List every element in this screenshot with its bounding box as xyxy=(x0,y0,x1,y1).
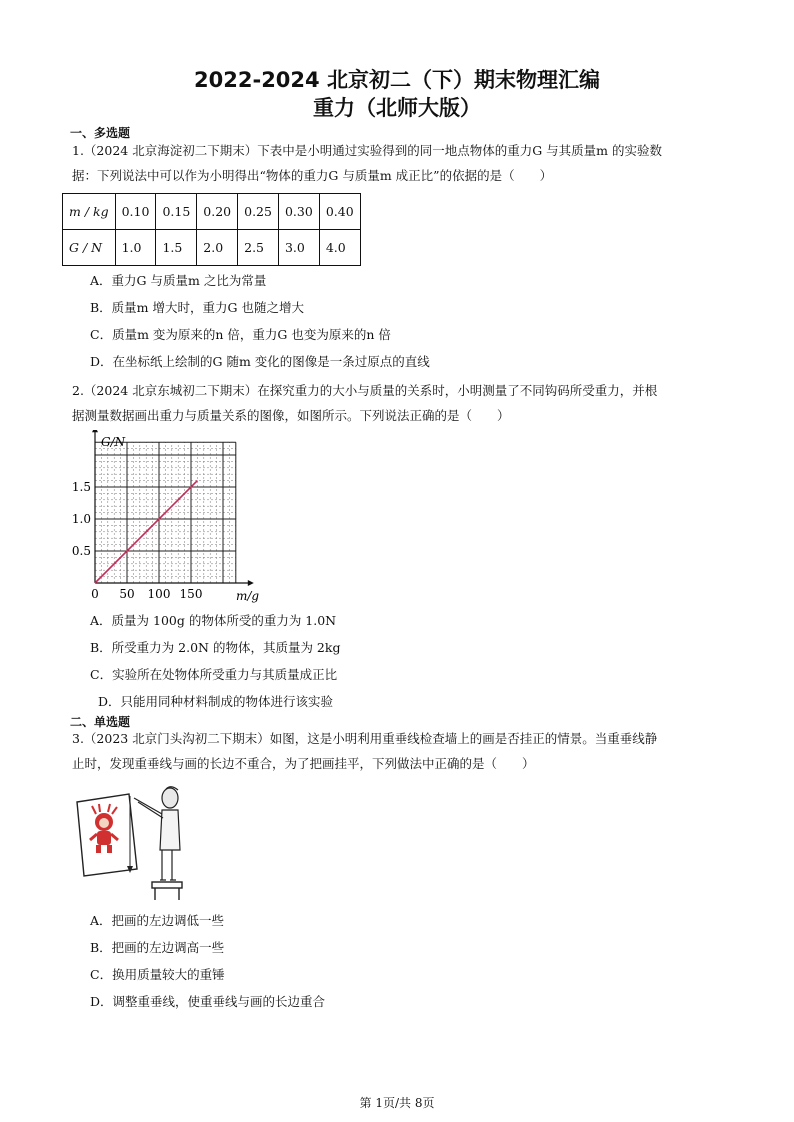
table-cell: 0.40 xyxy=(319,194,360,230)
q1-option-b: B．质量m 增大时，重力G 也随之增大 xyxy=(90,300,304,315)
question-3-line-2: 止时，发现重垂线与画的长边不重合，为了把画挂平，下列做法中正确的是（ ） xyxy=(72,756,535,771)
question-1 xyxy=(72,138,728,188)
table-cell: 0.30 xyxy=(278,194,319,230)
table-row-header: m / kg xyxy=(63,194,116,230)
question-2 xyxy=(72,378,728,428)
q3-option-c: C．换用质量较大的重锤 xyxy=(90,967,225,982)
y-tick-label: 1.5 xyxy=(71,480,91,494)
page-subtitle: 重力（北师大版） xyxy=(313,96,481,120)
table-cell: 4.0 xyxy=(319,230,360,266)
table-cell: 1.0 xyxy=(115,230,156,266)
x-tick-label: 50 xyxy=(119,587,135,601)
page-footer: 第 1页/共 8页 xyxy=(359,1096,435,1110)
question-1-line-2: 据：下列说法中可以作为小明得出“物体的重力G 与质量m 成正比”的依据的是（ ） xyxy=(72,168,553,183)
q2-option-a: A．质量为 100g 的物体所受的重力为 1.0N xyxy=(90,613,337,628)
table-row xyxy=(63,230,361,266)
question-2-line-1: 2.（2024 北京东城初二下期末）在探究重力的大小与质量的关系时，小明测量了不同钩码所受重力，并根 xyxy=(72,383,658,398)
y-axis-label: G/N xyxy=(101,435,126,449)
table-cell: 2.0 xyxy=(197,230,238,266)
weight-mass-chart xyxy=(60,430,260,605)
person-figure xyxy=(134,787,180,880)
question-3 xyxy=(72,726,728,776)
x-tick-label: 0 xyxy=(91,587,99,601)
table-cell: 1.5 xyxy=(156,230,197,266)
mass-weight-table xyxy=(62,193,361,266)
section-single-choice: 二、单选题 xyxy=(70,715,131,729)
q3-option-b: B．把画的左边调高一些 xyxy=(90,940,225,955)
question-3-line-1: 3.（2023 北京门头沟初二下期末）如图，这是小明利用重垂线检查墙上的画是否挂正的情景。当重垂线静 xyxy=(72,731,658,746)
y-tick-label: 0.5 xyxy=(71,544,91,558)
table-cell: 0.10 xyxy=(115,194,156,230)
q3-option-d: D．调整重垂线，使重垂线与画的长边重合 xyxy=(90,994,326,1009)
table-cell: 3.0 xyxy=(278,230,319,266)
q1-option-a: A．重力G 与质量m 之比为常量 xyxy=(90,273,267,288)
table-cell: 0.25 xyxy=(238,194,279,230)
x-axis-arrow xyxy=(248,580,254,586)
q2-option-d: D．只能用同种材料制成的物体进行该实验 xyxy=(98,694,334,709)
chart-series xyxy=(95,481,197,583)
q3-option-a: A．把画的左边调低一些 xyxy=(90,913,225,928)
q1-option-d: D．在坐标纸上绘制的G 随m 变化的图像是一条过原点的直线 xyxy=(90,354,430,369)
x-axis-label: m/g xyxy=(236,589,260,603)
stool xyxy=(152,882,182,900)
table-row-header: G / N xyxy=(63,230,116,266)
y-tick-label: 1.0 xyxy=(71,512,91,526)
series-line xyxy=(95,481,197,583)
table-cell: 0.20 xyxy=(197,194,238,230)
x-tick-label: 150 xyxy=(179,587,203,601)
section-multi-choice: 一、多选题 xyxy=(70,126,131,140)
q2-option-c: C．实验所在处物体所受重力与其质量成正比 xyxy=(90,667,338,682)
q1-option-c: C．质量m 变为原来的n 倍，重力G 也变为原来的n 倍 xyxy=(90,327,391,342)
table-cell: 0.15 xyxy=(156,194,197,230)
table-row xyxy=(63,194,361,230)
page-title: 2022-2024 北京初二（下）期末物理汇编 xyxy=(194,68,600,92)
table-cell: 2.5 xyxy=(238,230,279,266)
q2-option-b: B．所受重力为 2.0N 的物体，其质量为 2kg xyxy=(90,640,341,655)
y-axis-arrow xyxy=(92,430,98,432)
question-2-line-2: 据测量数据画出重力与质量关系的图像，如图所示。下列说法正确的是（ ） xyxy=(72,408,510,423)
plumb-line-illustration xyxy=(74,784,204,904)
question-1-line-1: 1.（2024 北京海淀初二下期末）下表中是小明通过实验得到的同一地点物体的重力G 与其质量m 的实验数 xyxy=(72,143,662,158)
x-tick-label: 100 xyxy=(147,587,171,601)
